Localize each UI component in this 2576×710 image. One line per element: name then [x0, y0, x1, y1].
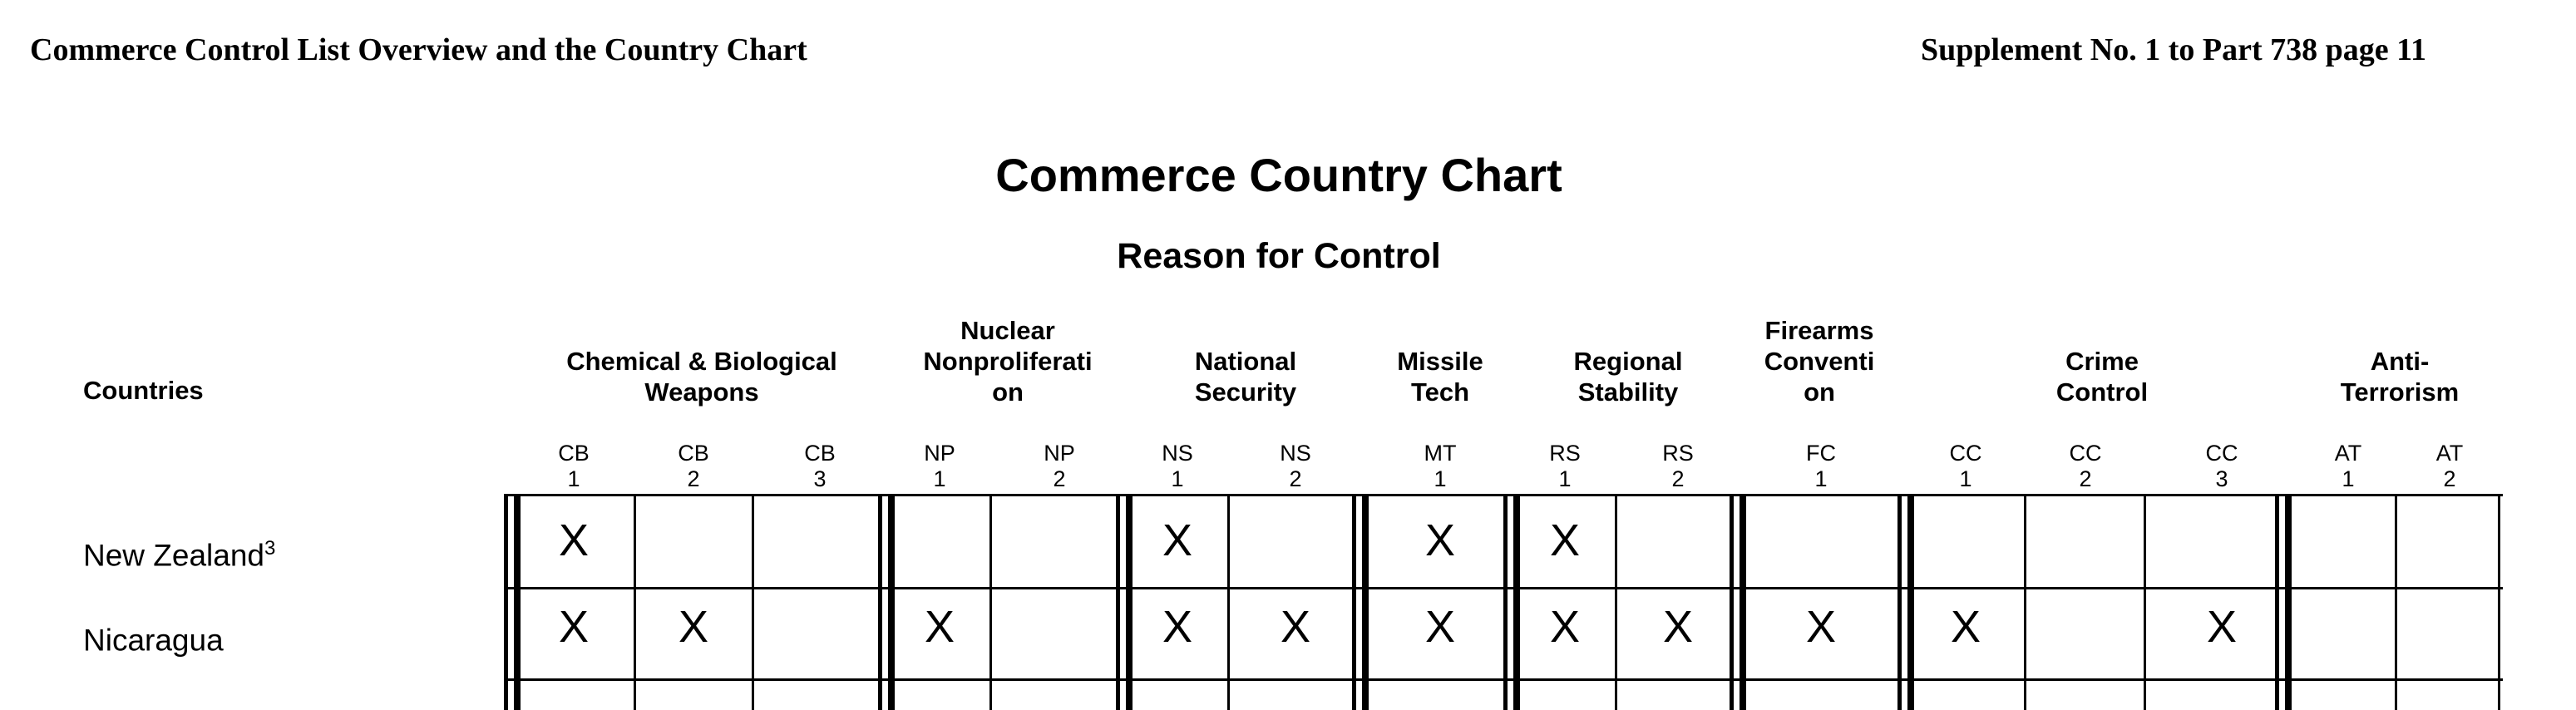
grid-group-separator — [1740, 494, 1746, 710]
grid-group-separator — [1362, 494, 1369, 710]
grid-line-col — [634, 494, 636, 710]
grid-line-col — [2024, 494, 2026, 710]
control-mark: X — [1162, 515, 1193, 565]
column-cb2: CB 2 — [678, 441, 709, 491]
column-ns2: NS 2 — [1280, 441, 1311, 491]
column-at1: AT 1 — [2334, 441, 2362, 491]
group-chemical-biological: Chemical & Biological Weapons — [566, 347, 837, 407]
grid-line-col — [989, 494, 992, 710]
grid-group-separator — [1897, 494, 1902, 710]
group-crime-control: Crime Control — [2055, 347, 2149, 407]
grid-group-separator — [878, 494, 882, 710]
control-mark: X — [1662, 602, 1694, 652]
column-ns1: NS 1 — [1162, 441, 1193, 491]
grid-line-col — [1227, 494, 1230, 710]
column-np1: NP 1 — [924, 441, 955, 491]
grid-line-col — [752, 494, 754, 710]
group-regional-stability: Regional Stability — [1573, 347, 1683, 407]
grid-group-separator — [1907, 494, 1914, 710]
control-mark: X — [1424, 515, 1456, 565]
control-mark: X — [1549, 515, 1581, 565]
country-new-zealand — [83, 537, 275, 573]
country-nicaragua — [83, 622, 224, 658]
grid-border-right — [2498, 494, 2500, 710]
column-cc1: CC 1 — [1949, 441, 1982, 491]
countries-header: Countries — [83, 376, 204, 405]
grid-border-left — [504, 494, 508, 710]
grid-group-separator — [1116, 494, 1120, 710]
grid-group-separator — [1503, 494, 1508, 710]
group-missile-tech: Missile Tech — [1397, 347, 1483, 407]
control-mark: X — [1805, 602, 1837, 652]
grid-line-col — [2144, 494, 2146, 710]
control-mark: X — [678, 602, 709, 652]
column-np2: NP 2 — [1044, 441, 1075, 491]
group-nuclear-nonproliferation: Nuclear Nonproliferati on — [923, 316, 1093, 407]
column-cb1: CB 1 — [558, 441, 590, 491]
control-mark: X — [1424, 602, 1456, 652]
control-mark: X — [558, 515, 590, 565]
column-cc3: CC 3 — [2205, 441, 2238, 491]
group-firearms-convention: Firearms Conventi on — [1764, 316, 1875, 407]
footnote-marker: 3 — [264, 537, 276, 560]
column-cc2: CC 2 — [2069, 441, 2102, 491]
column-mt1: MT 1 — [1424, 441, 1457, 491]
control-mark: X — [1280, 602, 1311, 652]
column-rs2: RS 2 — [1662, 441, 1694, 491]
column-cb3: CB 3 — [804, 441, 836, 491]
country-name: Nicaragua — [83, 623, 224, 658]
column-rs1: RS 1 — [1549, 441, 1581, 491]
grid-group-separator — [1730, 494, 1734, 710]
control-mark: X — [2206, 602, 2238, 652]
country-name: New Zealand — [83, 538, 265, 573]
chart-title: Commerce Country Chart — [995, 149, 1562, 201]
page-header-right: Supplement No. 1 to Part 738 page 11 — [1921, 32, 2426, 67]
control-mark: X — [1950, 602, 1981, 652]
group-national-security: National Security — [1194, 347, 1297, 407]
grid-group-separator — [2275, 494, 2279, 710]
grid-line-col — [2395, 494, 2397, 710]
grid-group-separator — [1352, 494, 1356, 710]
column-at2: AT 2 — [2435, 441, 2464, 491]
page-header-left: Commerce Control List Overview and the Country Chart — [30, 32, 807, 67]
grid-group-separator — [2285, 494, 2292, 710]
grid-border-left — [514, 494, 521, 710]
chart-subtitle: Reason for Control — [1117, 236, 1441, 276]
control-mark: X — [1162, 602, 1193, 652]
control-mark: X — [558, 602, 590, 652]
control-mark: X — [924, 602, 955, 652]
group-anti-terrorism: Anti- Terrorism — [2340, 347, 2460, 407]
grid-line-col — [1615, 494, 1617, 710]
column-fc1: FC 1 — [1806, 441, 1836, 491]
control-mark: X — [1549, 602, 1581, 652]
